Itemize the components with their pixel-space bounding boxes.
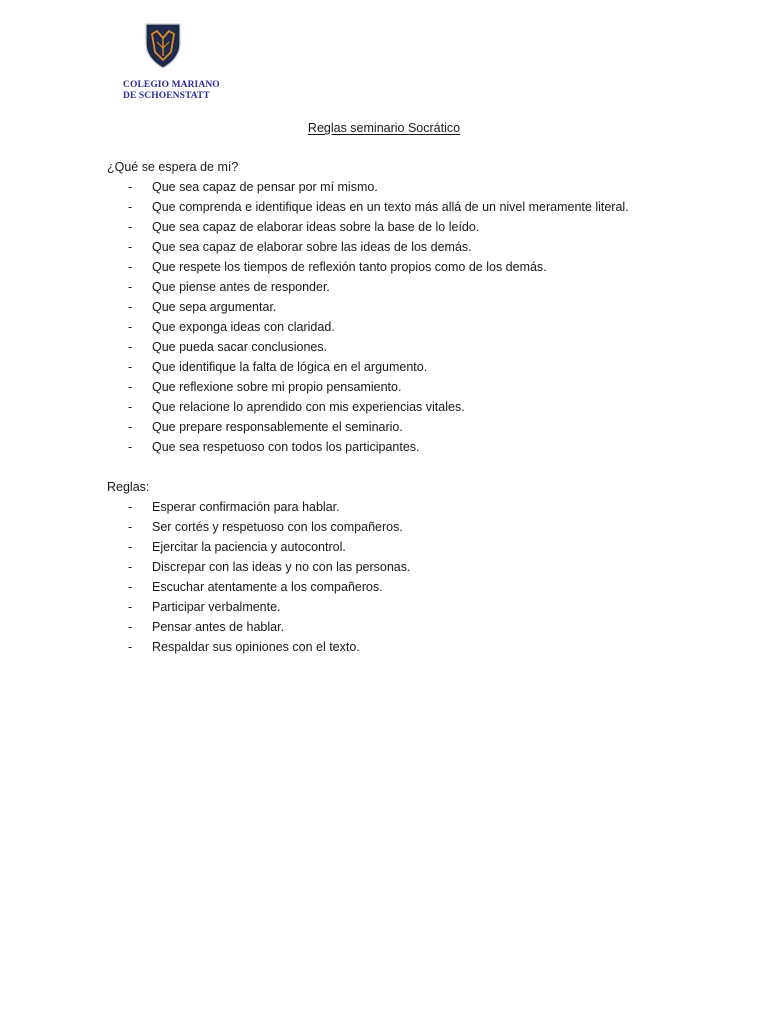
list-item-text: Que relacione lo aprendido con mis experiencias vitales.	[152, 400, 465, 414]
list-item-text: Esperar confirmación para hablar.	[152, 500, 340, 514]
list-item-text: Participar verbalmente.	[152, 600, 281, 614]
bullet-dash: -	[128, 420, 133, 434]
list-item-text: Que piense antes de responder.	[152, 280, 330, 294]
list-item-text: Ser cortés y respetuoso con los compañeros.	[152, 520, 403, 534]
bullet-dash: -	[128, 320, 133, 334]
list-item-text: Que sea capaz de elaborar ideas sobre la base de lo leído.	[152, 220, 480, 234]
bullet-dash: -	[128, 180, 133, 194]
bullet-dash: -	[128, 200, 133, 214]
bullet-dash: -	[128, 520, 133, 534]
school-name	[123, 80, 220, 102]
bullet-dash: -	[128, 360, 133, 374]
bullet-dash: -	[128, 600, 133, 614]
list-item-text: Que comprenda e identifique ideas en un texto más allá de un nivel meramente literal.	[152, 200, 629, 214]
rules-heading: Reglas:	[107, 480, 150, 494]
bullet-dash: -	[128, 340, 133, 354]
document-title: Reglas seminario Socrático	[307, 121, 461, 135]
school-crest-icon	[143, 22, 183, 70]
bullet-dash: -	[128, 380, 133, 394]
list-item-text: Discrepar con las ideas y no con las personas.	[152, 560, 411, 574]
list-item-text: Escuchar atentamente a los compañeros.	[152, 580, 383, 594]
list-item-text: Ejercitar la paciencia y autocontrol.	[152, 540, 346, 554]
list-item-text: Pensar antes de hablar.	[152, 620, 285, 634]
list-item-text: Que pueda sacar conclusiones.	[152, 340, 328, 354]
bullet-dash: -	[128, 620, 133, 634]
school-name-line1: COLEGIO MARIANO	[123, 80, 220, 90]
bullet-dash: -	[128, 400, 133, 414]
bullet-dash: -	[128, 220, 133, 234]
bullet-dash: -	[128, 500, 133, 514]
school-name-line2: DE SCHOENSTATT	[123, 91, 210, 101]
bullet-dash: -	[128, 240, 133, 254]
expectations-heading: ¿Qué se espera de mí?	[107, 160, 239, 174]
bullet-dash: -	[128, 280, 133, 294]
bullet-dash: -	[128, 560, 133, 574]
bullet-dash: -	[128, 640, 133, 654]
list-item-text: Que respete los tiempos de reflexión tanto propios como de los demás.	[152, 260, 547, 274]
bullet-dash: -	[128, 440, 133, 454]
list-item-text: Que identifique la falta de lógica en el argumento.	[152, 360, 428, 374]
list-item-text: Respaldar sus opiniones con el texto.	[152, 640, 360, 654]
bullet-dash: -	[128, 300, 133, 314]
bullet-dash: -	[128, 540, 133, 554]
list-item-text: Que prepare responsablemente el seminario.	[152, 420, 403, 434]
list-item-text: Que exponga ideas con claridad.	[152, 320, 335, 334]
list-item-text: Que reflexione sobre mi propio pensamiento.	[152, 380, 402, 394]
list-item-text: Que sea capaz de pensar por mí mismo.	[152, 180, 378, 194]
list-item-text: Que sea capaz de elaborar sobre las ideas de los demás.	[152, 240, 472, 254]
bullet-dash: -	[128, 580, 133, 594]
list-item-text: Que sea respetuoso con todos los participantes.	[152, 440, 420, 454]
bullet-dash: -	[128, 260, 133, 274]
list-item-text: Que sepa argumentar.	[152, 300, 277, 314]
